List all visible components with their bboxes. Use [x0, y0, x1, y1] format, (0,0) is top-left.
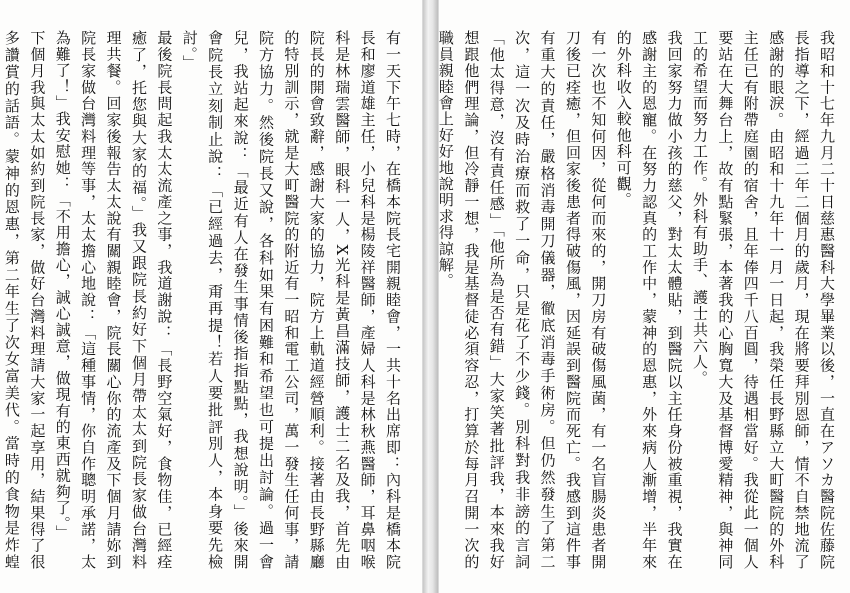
- paragraph: 下個月我與太太如約到院長家，做好台灣料理請大家一起享用，結果得了很多讚賞的話語。蒙神的恩惠，第二年生了次女富美代。當時的食物是炸蝗: [2, 30, 47, 570]
- right-page-text: [436, 30, 839, 570]
- left-page-text: [2, 30, 405, 570]
- paragraph: 我回家努力做小孩的慈父，對太太體貼，到醫院以主任身份被重視，我實在感謝主的恩寵。在努力認真的工作中，蒙神的恩惠，外來病人漸增，半年來的外科收入較他科可觀。: [614, 30, 684, 570]
- right-page: [438, 0, 850, 593]
- paragraph: 最後院長問起我太太流產之事，我道謝說：「長野空氣好，食物佳，已經痊癒了，托您與大家的福。」我又跟院長約好下個月帶太太到院長家做台灣料理共餐。回家後報告太太說有關親睦會，院長關心你的流產及下個月請妳到院長家做台灣料理等事，太太擔心地說：「這種事情，你自作聰明承諾，太為難了！」我安慰她：「不用擔心，誠心誠意，做現有的東西就夠了。」: [53, 30, 174, 570]
- paragraph: 我昭和十七年九月二十日慈惠醫科大學畢業以後，一直在アソカ醫院佐藤院長指導之下，經過二年二個月的歲月，現在將要拜別恩師，情不自禁地流了感謝的眼淚。由昭和十九年十一月一日起，我榮任長野縣立大町醫院的外科主任已有附帶庭園的宿舍，且年俸四千八百圓，待遇相當好。我從此一個人要站在大舞台上，故有點緊張，本著我的心胸寬大及基督博愛精神，與神同工的希望而努力工作。外科有助手、護士共六人。: [690, 30, 836, 570]
- paragraph: 有一次也不知何因，從何而來的，開刀房有破傷風菌，有一名盲腸炎患者開刀後已痊癒，但回家後患者得破傷風，因延誤到醫院而死亡。我感到這件事有重大的責任，嚴格消毒開刀儀器，徹底消毒手術房。但仍然發生了第二次，這一次及時治療而救了一命，只是花了不少錢。別科對我非謗的言詞「他太得意，沒有責任感」「他所為是否有錯」大家笑著批評我，本來我好想跟他們理論，但冷靜一想，我是基督徒必須容忍，打算於每月召開一次的職員親睦會上好好地說明求得諒解。: [436, 30, 608, 570]
- paragraph: 有一天下午七時，在橋本院長宅開親睦會，一共十名出席即：內科是橋本院長和廖道雄主任，小兒科是楊陵祥醫師，產婦人科是林秋燕醫師，耳鼻咽喉科是林瑞雲醫師，眼科一人，X光科是黃昌滿技師，護士二名及我，首先由院長的開會致辭，感謝大家的協力，院方上軌道經營順利。接著由長野縣廳的特別訓示，就是大町醫院的附近有一昭和電工公司，萬一發生任何事，請院方協力。然後院長又說，各科如果有困難和希望也可提出討論。過一會兒，我站起來說：「最近有人在發生事情後指指點點，我想說明。」後來開會院長立刻制止說：「已經過去，甭再提！若人要批評別人，本身要先檢討。」: [180, 30, 402, 570]
- left-page: [0, 0, 423, 593]
